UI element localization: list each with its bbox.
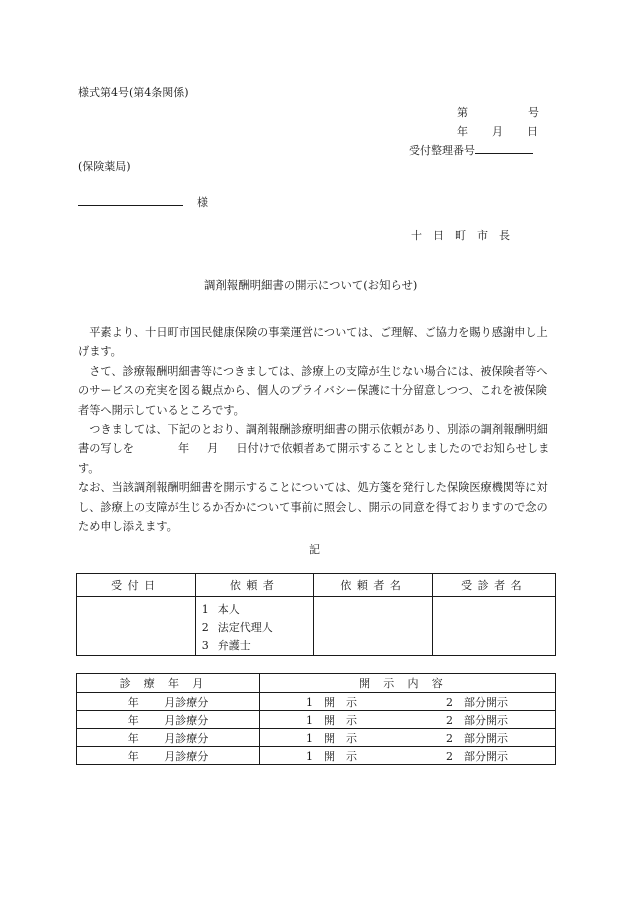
form-label: 様式第4号(第4条関係) [78, 86, 189, 99]
header-requester-name: 依頼者名 [314, 574, 433, 597]
header-reception-date: 受付日 [77, 574, 196, 597]
header-requester: 依頼者 [195, 574, 314, 597]
page-title: 調剤報酬明細書の開示について(お知らせ) [204, 278, 418, 292]
honorific: 様 [197, 196, 208, 209]
paragraph-disclosure [78, 420, 554, 478]
disclosure-year: 年 [177, 442, 190, 456]
header-treatment-month: 診療年月 [77, 674, 260, 693]
patient-name-cell [433, 597, 556, 656]
date-month: 月 [492, 125, 503, 138]
paragraph-policy: さて、診療報酬明細書等につきましては、診療上の支障が生じない場合には、被保険者等へのサービスの充実を図る観点から、個人のプライバシー保護に十分留意しつつ、これを被保険者等へ開示しているところです。 [78, 364, 548, 417]
header-patient-name: 受診者名 [433, 574, 556, 597]
request-table [76, 573, 556, 656]
requester-name-cell [314, 597, 433, 656]
paragraph-notice: なお、当該調剤報酬明細書を開示することについては、処方箋を発行した保険医療機関等に対し、診療上の支障が生じるか否かについて事前に照会し、開示の同意を得ておりますので念のため申し添えます。 [78, 481, 548, 534]
disclosure-table [76, 673, 556, 765]
number-prefix: 第 [457, 106, 468, 119]
request-table-row [77, 597, 556, 656]
number-suffix: 号 [528, 106, 539, 119]
disclosure-table-header [77, 674, 556, 693]
sender: 十 日 町 市 長 [411, 229, 510, 242]
disclosure-text-b: 日付けで依頼者あて開示することとしましたのでお知らせします。 [78, 442, 550, 475]
paragraph-greeting: 平素より、十日町市国民健康保険の事業運営については、ご理解、ご協力を賜り感謝申し上げます。 [78, 326, 548, 359]
requester-option: 1 本人 [201, 603, 240, 616]
table-row: 年 月診療分 1 開 示 2 部分開示 [77, 747, 556, 765]
disclosure-text-a: つきましては、下記のとおり、調剤報酬診療明細書の開示依頼があり、別添の調剤報酬明細書の写しを [78, 423, 548, 456]
addressee-name-blank [78, 193, 183, 206]
request-table-header [77, 574, 556, 597]
addressee-line [78, 193, 208, 210]
document-number-label [457, 104, 539, 120]
table-row: 年 月診療分 1 開 示 2 部分開示 [77, 693, 556, 711]
pharmacy-label: (保険薬局) [78, 160, 131, 173]
reception-date-cell [77, 597, 196, 656]
date-year: 年 [457, 125, 468, 138]
disclosure-month: 月 [207, 442, 219, 456]
header-disclosure-content: 開示内容 [260, 674, 556, 693]
table-row: 年 月診療分 1 開 示 2 部分開示 [77, 711, 556, 729]
receipt-number-label: 受付整理番号 [409, 144, 475, 157]
date-day: 日 [527, 125, 538, 138]
requester-option: 3 弁護士 [201, 639, 251, 652]
requester-option: 2 法定代理人 [201, 621, 273, 634]
document-date [457, 123, 538, 139]
requester-cell [195, 597, 314, 656]
receipt-number-blank [475, 141, 533, 154]
body-text [78, 323, 554, 536]
table-row: 年 月診療分 1 開 示 2 部分開示 [77, 729, 556, 747]
ki-marker: 記 [309, 543, 320, 556]
receipt-number [409, 141, 533, 158]
